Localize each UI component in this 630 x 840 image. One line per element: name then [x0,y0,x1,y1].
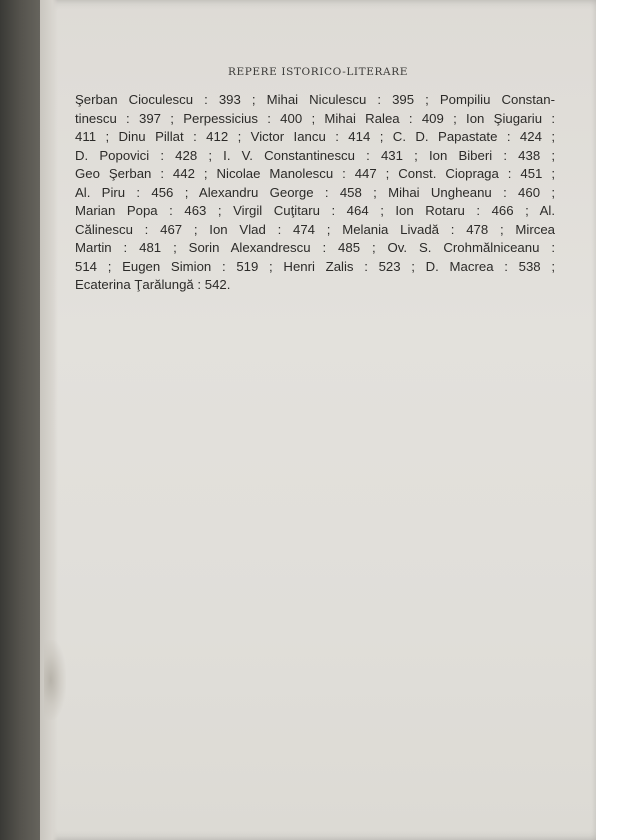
text-line: Marian Popa : 463 ; Virgil Cuţitaru : 464 ; Ion Rotaru : 466 ; Al. [75,203,555,218]
text-line: Geo Şerban : 442 ; Nicolae Manolescu : 447 ; Const. Ciopraga : 451 ; [75,166,555,181]
paper-edge-wear [44,640,66,720]
running-header: REPERE ISTORICO-LITERARE [227,66,409,78]
text-line: D. Popovici : 428 ; I. V. Constantinescu : 431 ; Ion Biberi : 438 ; [75,147,555,163]
text-line: Martin : 481 ; Sorin Alexandrescu : 485 ; Ov. S. Crohmălniceanu : [75,240,555,255]
text-line: tinescu : 397 ; Perpessicius : 400 ; Mihai Ralea : 409 ; Ion Şiugariu : [75,110,555,126]
text-line: Călinescu : 467 ; Ion Vlad : 474 ; Melania Livadă : 478 ; Mircea [75,221,555,237]
text-line: Şerban Cioculescu : 393 ; Mihai Niculescu : 395 ; Pompiliu Constan- [75,92,555,107]
text-line: Al. Piru : 456 ; Alexandru George : 458 ; Mihai Ungheanu : 460 ; [75,184,555,200]
text-line: 514 ; Eugen Simion : 519 ; Henri Zalis : 523 ; D. Macrea : 538 ; [75,258,555,274]
index-text-block [75,91,555,295]
text-line: 411 ; Dinu Pillat : 412 ; Victor Iancu : 414 ; C. D. Papastate : 424 ; [75,129,555,144]
image-right-margin [596,0,630,840]
text-line-last: Ecaterina Ţarălungă : 542. [75,277,231,292]
